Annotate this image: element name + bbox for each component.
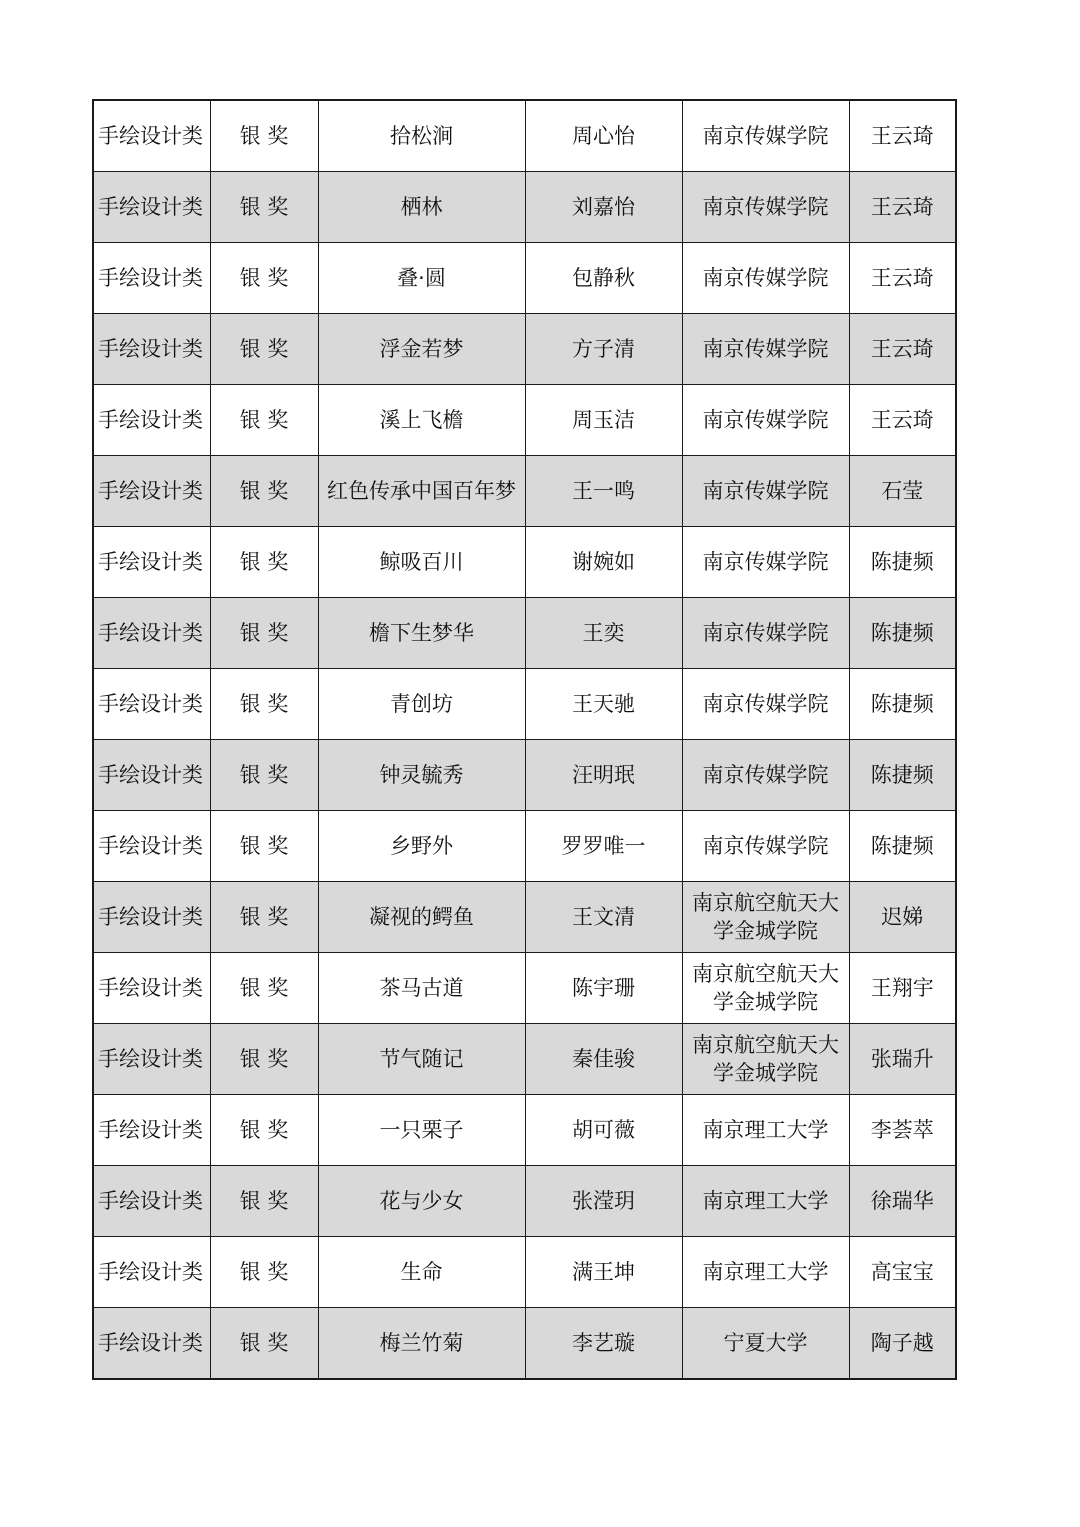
category-cell: 手绘设计类 (93, 172, 210, 243)
author-cell: 王文清 (525, 882, 682, 953)
table-row (93, 1308, 956, 1380)
school-cell: 南京理工大学 (682, 1237, 849, 1308)
category-cell: 手绘设计类 (93, 314, 210, 385)
teacher-cell: 陈捷频 (849, 598, 956, 669)
table-row (93, 882, 956, 953)
table-row (93, 1237, 956, 1308)
author-cell: 刘嘉怡 (525, 172, 682, 243)
work-title-cell: 梅兰竹菊 (318, 1308, 525, 1380)
award-cell: 银 奖 (210, 243, 318, 314)
category-cell: 手绘设计类 (93, 527, 210, 598)
author-cell: 王天驰 (525, 669, 682, 740)
category-cell: 手绘设计类 (93, 1024, 210, 1095)
category-cell: 手绘设计类 (93, 385, 210, 456)
award-cell: 银 奖 (210, 172, 318, 243)
work-title-cell: 茶马古道 (318, 953, 525, 1024)
award-table-body (93, 100, 956, 1379)
work-title-cell: 花与少女 (318, 1166, 525, 1237)
school-cell: 南京传媒学院 (682, 598, 849, 669)
school-cell: 南京传媒学院 (682, 669, 849, 740)
work-title-cell: 节气随记 (318, 1024, 525, 1095)
category-cell: 手绘设计类 (93, 1166, 210, 1237)
table-row (93, 1024, 956, 1095)
author-cell: 方子清 (525, 314, 682, 385)
school-cell: 南京航空航天大学金城学院 (682, 882, 849, 953)
school-cell: 南京传媒学院 (682, 172, 849, 243)
school-cell: 南京航空航天大学金城学院 (682, 953, 849, 1024)
award-cell: 银 奖 (210, 669, 318, 740)
table-row (93, 598, 956, 669)
award-cell: 银 奖 (210, 1308, 318, 1380)
work-title-cell: 红色传承中国百年梦 (318, 456, 525, 527)
school-cell: 南京传媒学院 (682, 314, 849, 385)
author-cell: 谢婉如 (525, 527, 682, 598)
school-cell: 南京传媒学院 (682, 527, 849, 598)
table-row (93, 456, 956, 527)
school-cell: 南京传媒学院 (682, 243, 849, 314)
author-cell: 秦佳骏 (525, 1024, 682, 1095)
award-cell: 银 奖 (210, 1095, 318, 1166)
table-row (93, 740, 956, 811)
category-cell: 手绘设计类 (93, 811, 210, 882)
award-cell: 银 奖 (210, 953, 318, 1024)
teacher-cell: 王云琦 (849, 314, 956, 385)
author-cell: 满王坤 (525, 1237, 682, 1308)
teacher-cell: 张瑞升 (849, 1024, 956, 1095)
table-row (93, 1166, 956, 1237)
school-cell: 南京理工大学 (682, 1166, 849, 1237)
work-title-cell: 青创坊 (318, 669, 525, 740)
work-title-cell: 钟灵毓秀 (318, 740, 525, 811)
school-cell: 宁夏大学 (682, 1308, 849, 1380)
category-cell: 手绘设计类 (93, 1237, 210, 1308)
author-cell: 王一鸣 (525, 456, 682, 527)
table-row (93, 243, 956, 314)
work-title-cell: 栖林 (318, 172, 525, 243)
school-cell: 南京传媒学院 (682, 385, 849, 456)
category-cell: 手绘设计类 (93, 243, 210, 314)
award-cell: 银 奖 (210, 740, 318, 811)
teacher-cell: 高宝宝 (849, 1237, 956, 1308)
teacher-cell: 王云琦 (849, 100, 956, 172)
work-title-cell: 凝视的鳄鱼 (318, 882, 525, 953)
teacher-cell: 陈捷频 (849, 740, 956, 811)
table-row (93, 811, 956, 882)
author-cell: 李艺璇 (525, 1308, 682, 1380)
award-cell: 银 奖 (210, 882, 318, 953)
award-cell: 银 奖 (210, 1166, 318, 1237)
category-cell: 手绘设计类 (93, 100, 210, 172)
work-title-cell: 生命 (318, 1237, 525, 1308)
author-cell: 陈宇珊 (525, 953, 682, 1024)
teacher-cell: 陈捷频 (849, 669, 956, 740)
table-row (93, 314, 956, 385)
work-title-cell: 鲸吸百川 (318, 527, 525, 598)
teacher-cell: 陈捷频 (849, 811, 956, 882)
work-title-cell: 叠·圆 (318, 243, 525, 314)
work-title-cell: 拾松涧 (318, 100, 525, 172)
table-row (93, 172, 956, 243)
work-title-cell: 浮金若梦 (318, 314, 525, 385)
category-cell: 手绘设计类 (93, 882, 210, 953)
table-row (93, 1095, 956, 1166)
category-cell: 手绘设计类 (93, 669, 210, 740)
award-cell: 银 奖 (210, 811, 318, 882)
teacher-cell: 王云琦 (849, 172, 956, 243)
table-row (93, 385, 956, 456)
work-title-cell: 乡野外 (318, 811, 525, 882)
teacher-cell: 迟娣 (849, 882, 956, 953)
table-row (93, 100, 956, 172)
teacher-cell: 陈捷频 (849, 527, 956, 598)
teacher-cell: 陶子越 (849, 1308, 956, 1380)
category-cell: 手绘设计类 (93, 1095, 210, 1166)
award-cell: 银 奖 (210, 314, 318, 385)
school-cell: 南京传媒学院 (682, 811, 849, 882)
school-cell: 南京传媒学院 (682, 100, 849, 172)
teacher-cell: 徐瑞华 (849, 1166, 956, 1237)
school-cell: 南京航空航天大学金城学院 (682, 1024, 849, 1095)
author-cell: 胡可薇 (525, 1095, 682, 1166)
teacher-cell: 石莹 (849, 456, 956, 527)
award-cell: 银 奖 (210, 527, 318, 598)
table-row (93, 953, 956, 1024)
award-cell: 银 奖 (210, 598, 318, 669)
work-title-cell: 溪上飞檐 (318, 385, 525, 456)
category-cell: 手绘设计类 (93, 598, 210, 669)
author-cell: 包静秋 (525, 243, 682, 314)
award-table (92, 99, 957, 1380)
teacher-cell: 王云琦 (849, 243, 956, 314)
category-cell: 手绘设计类 (93, 456, 210, 527)
author-cell: 王奕 (525, 598, 682, 669)
author-cell: 周心怡 (525, 100, 682, 172)
author-cell: 周玉洁 (525, 385, 682, 456)
school-cell: 南京传媒学院 (682, 456, 849, 527)
teacher-cell: 王云琦 (849, 385, 956, 456)
work-title-cell: 一只栗子 (318, 1095, 525, 1166)
award-cell: 银 奖 (210, 100, 318, 172)
teacher-cell: 王翔宇 (849, 953, 956, 1024)
award-cell: 银 奖 (210, 1237, 318, 1308)
category-cell: 手绘设计类 (93, 953, 210, 1024)
award-cell: 银 奖 (210, 385, 318, 456)
school-cell: 南京理工大学 (682, 1095, 849, 1166)
author-cell: 罗罗唯一 (525, 811, 682, 882)
teacher-cell: 李荟萃 (849, 1095, 956, 1166)
author-cell: 汪明珉 (525, 740, 682, 811)
table-row (93, 527, 956, 598)
author-cell: 张滢玥 (525, 1166, 682, 1237)
school-cell: 南京传媒学院 (682, 740, 849, 811)
award-cell: 银 奖 (210, 456, 318, 527)
category-cell: 手绘设计类 (93, 1308, 210, 1380)
category-cell: 手绘设计类 (93, 740, 210, 811)
award-cell: 银 奖 (210, 1024, 318, 1095)
table-row (93, 669, 956, 740)
work-title-cell: 檐下生梦华 (318, 598, 525, 669)
